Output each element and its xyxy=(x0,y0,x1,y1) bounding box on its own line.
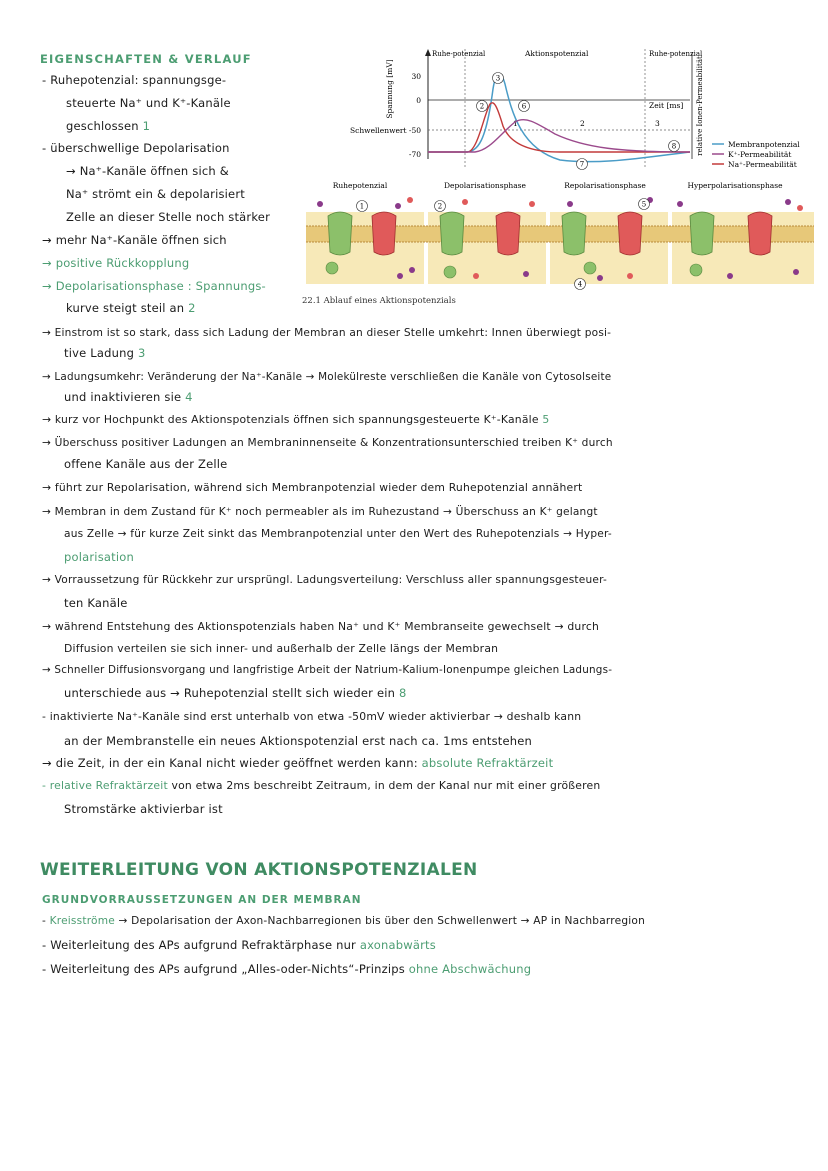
na-channel xyxy=(440,212,464,255)
note-line xyxy=(66,118,150,134)
note-line xyxy=(64,685,407,701)
na-ion xyxy=(797,205,803,211)
k-ion xyxy=(727,273,733,279)
note-text: von etwa 2ms beschreibt Zeitraum, in dem der Kanal nur mit einer größeren xyxy=(171,779,601,792)
note-line: Zelle an dieser Stelle noch stärker xyxy=(66,210,271,224)
note-line-highlight: → Depolarisationsphase : Spannungs- xyxy=(42,279,266,293)
note-line: → Schneller Diffusionsvorgang und langfristige Arbeit der Natrium-Kalium-Ionenpumpe gleichen Ladungs- xyxy=(42,664,613,676)
note-line: - inaktivierte Na⁺-Kanäle sind erst unterhalb von etwa -50mV wieder aktivierbar → deshalb kann xyxy=(42,710,582,723)
section-heading-eigenschaften: EIGENSCHAFTEN & VERLAUF xyxy=(40,52,252,66)
note-line: ten Kanäle xyxy=(64,596,128,610)
term-axonabwaerts: axonabwärts xyxy=(359,938,436,952)
note-line: → während Entstehung des Aktionspotenzials haben Na⁺ und K⁺ Membranseite gewechselt → durch xyxy=(42,620,600,633)
k-ion xyxy=(793,269,799,275)
legend-membrane: Membranpotenzial xyxy=(728,140,800,149)
na-channel xyxy=(328,212,352,255)
k-ion xyxy=(677,201,683,207)
marker-6: 6 xyxy=(521,102,527,111)
right-axis-label: relative Ionen-Permeabilität xyxy=(696,56,704,156)
k-channel xyxy=(372,212,396,255)
k-channel xyxy=(618,212,642,255)
k-ion xyxy=(395,203,401,209)
note-line: Stromstärke aktivierbar ist xyxy=(64,802,223,816)
note-line: → Ladungsumkehr: Veränderung der Na⁺-Kanäle → Molekülreste verschließen die Kanäle von Cytosolseite xyxy=(42,371,612,383)
note-line: → Vorraussetzung für Rückkehr zur ursprüngl. Ladungsverteilung: Verschluss aller spannungsgesteuer- xyxy=(42,574,608,586)
list-item-text: → Depolarisation der Axon-Nachbarregionen bis über den Schwellenwert → AP in Nachbarregion xyxy=(114,915,645,927)
k-ion xyxy=(597,275,603,281)
na-channel-gate xyxy=(444,266,456,278)
note-text: geschlossen xyxy=(66,119,139,133)
panel-marker-2: 2 xyxy=(437,202,443,211)
na-channel-gate xyxy=(690,264,702,276)
panel-1-bg xyxy=(306,212,424,284)
k-channel xyxy=(748,212,772,255)
subheading-grundvoraussetzungen: GRUNDVORRAUSSETZUNGEN AN DER MEMBRAN xyxy=(42,894,362,906)
legend-k: K⁺-Permeabilität xyxy=(728,150,792,159)
note-line xyxy=(42,778,600,794)
note-text: → kurz vor Hochpunkt des Aktionspotenzials öffnen sich spannungsgesteuerte K⁺-Kanäle xyxy=(42,413,539,426)
marker-2: 2 xyxy=(479,102,485,111)
list-item-text: - Weiterleitung des APs aufgrund Refraktärphase nur xyxy=(42,938,360,952)
phase-label-ruhe: Ruhepotenzial xyxy=(332,181,388,190)
note-line xyxy=(64,389,193,405)
graph-markers xyxy=(477,73,680,170)
note-text: und inaktivieren sie xyxy=(64,390,182,404)
note-text: kurve steigt steil an xyxy=(66,301,185,315)
list-item-text: - Weiterleitung des APs aufgrund „Alles-oder-Nichts“-Prinzips xyxy=(42,962,409,976)
legend xyxy=(712,140,800,169)
label-ruhe-left: Ruhe-potenzial xyxy=(432,50,486,58)
time-tick-3: 3 xyxy=(655,119,660,128)
k-channel xyxy=(496,212,520,255)
step-marker: 1 xyxy=(142,119,151,133)
y-tick-0: 0 xyxy=(416,96,421,105)
step-marker: 2 xyxy=(188,301,196,315)
membrane-panels xyxy=(306,181,814,290)
membrane-potential-curve xyxy=(428,74,690,162)
term-ohne-abschwaechung: ohne Abschwächung xyxy=(408,962,532,976)
note-line: aus Zelle → für kurze Zeit sinkt das Membranpotenzial unter den Wert des Ruhepotenzials → Hyper- xyxy=(64,528,612,540)
note-line xyxy=(66,300,196,316)
time-tick-1: 1 xyxy=(513,119,518,128)
k-permeability-curve xyxy=(428,120,690,152)
legend-na: Na⁺-Permeabilität xyxy=(728,160,797,169)
note-line: an der Membranstelle ein neues Aktionspotenzial erst nach ca. 1ms entstehen xyxy=(64,734,532,748)
potential-graph xyxy=(350,49,703,170)
note-line: - überschwellige Depolarisation xyxy=(42,141,230,155)
note-text: tive Ladung xyxy=(64,346,135,360)
phase-label-hyperpol: Hyperpolarisationsphase xyxy=(687,181,783,190)
note-line: - Ruhepotenzial: spannungsge- xyxy=(42,73,227,87)
step-marker: 3 xyxy=(137,346,146,360)
marker-8: 8 xyxy=(671,142,677,151)
y-tick-30: 30 xyxy=(411,72,421,81)
time-axis-label: Zeit [ms] xyxy=(649,101,684,110)
note-line: Na⁺ strömt ein & depolarisiert xyxy=(66,187,245,201)
note-line: Diffusion verteilen sie sich inner- und außerhalb der Zelle längs der Membran xyxy=(64,642,499,655)
marker-3: 3 xyxy=(495,74,501,83)
time-tick-2: 2 xyxy=(580,119,585,128)
step-marker: 5 xyxy=(542,413,550,426)
note-line: steuerte Na⁺ und K⁺-Kanäle xyxy=(66,96,231,110)
k-ion xyxy=(523,271,529,277)
k-ion xyxy=(397,273,403,279)
note-line xyxy=(42,755,553,771)
note-line: offene Kanäle aus der Zelle xyxy=(64,457,228,471)
note-line: → Membran in dem Zustand für K⁺ noch permeabler als im Ruhezustand → Überschuss an K⁺ gelangt xyxy=(42,506,598,518)
na-ion xyxy=(407,197,413,203)
na-ion xyxy=(627,273,633,279)
note-line xyxy=(42,412,549,428)
note-line: → Überschuss positiver Ladungen an Membraninnenseite & Konzentrationsunterschied treiben K⁺ durch xyxy=(42,437,613,449)
note-line-highlight: polarisation xyxy=(64,550,134,564)
figure-caption: 22.1 Ablauf eines Aktionspotenzials xyxy=(302,296,456,306)
note-line: → führt zur Repolarisation, während sich Membranpotenzial wieder dem Ruhepotenzial annähert xyxy=(42,481,583,494)
panel-marker-5: 5 xyxy=(641,200,647,209)
marker-7: 7 xyxy=(579,160,585,169)
y-axis-label: Spannung [mV] xyxy=(385,59,394,119)
na-ion xyxy=(473,273,479,279)
label-ruhe-right: Ruhe-potenzial xyxy=(649,50,703,58)
k-ion xyxy=(785,199,791,205)
k-ion xyxy=(317,201,323,207)
list-item xyxy=(42,937,436,953)
note-line xyxy=(64,345,145,361)
na-channel xyxy=(690,212,714,255)
action-potential-figure xyxy=(300,44,820,309)
note-line: → Einstrom ist so stark, dass sich Ladung der Membran an dieser Stelle umkehrt: Innen überwiegt posi- xyxy=(42,327,612,339)
na-channel-gate xyxy=(326,262,338,274)
y-tick-70: -70 xyxy=(408,150,421,159)
phase-label-repol: Repolarisationsphase xyxy=(564,181,646,190)
k-ion xyxy=(567,201,573,207)
step-marker: 4 xyxy=(185,390,193,404)
k-ion xyxy=(409,267,415,273)
na-permeability-curve xyxy=(428,103,690,152)
note-line: → mehr Na⁺-Kanäle öffnen sich xyxy=(42,233,227,247)
step-marker: 8 xyxy=(398,686,407,700)
list-item xyxy=(42,961,531,977)
panel-marker-4: 4 xyxy=(577,280,583,289)
note-text: → die Zeit, in der ein Kanal nicht wieder geöffnet werden kann: xyxy=(42,756,418,770)
term-absolute-refraktaerzeit: absolute Refraktärzeit xyxy=(421,756,554,770)
note-line: → Na⁺-Kanäle öffnen sich & xyxy=(66,164,229,178)
na-ion xyxy=(529,201,535,207)
phase-label-depol: Depolarisationsphase xyxy=(444,181,526,190)
na-ion xyxy=(462,199,468,205)
threshold-label: Schwellenwert -50 xyxy=(349,126,421,135)
term-kreisstroeme: Kreisströme xyxy=(49,915,115,927)
section-heading-weiterleitung: WEITERLEITUNG VON AKTIONSPOTENZIALEN xyxy=(40,860,478,880)
label-aktionspotenzial: Aktionspotenzial xyxy=(525,49,589,58)
na-channel-gate xyxy=(584,262,596,274)
na-channel xyxy=(562,212,586,255)
note-line-highlight: → positive Rückkopplung xyxy=(42,256,190,270)
term-relative-refraktaerzeit: - relative Refraktärzeit xyxy=(42,779,168,792)
panel-marker-1: 1 xyxy=(359,202,365,211)
note-text: unterschiede aus → Ruhepotenzial stellt sich wieder ein xyxy=(64,686,396,700)
list-item: - Kreisströme → Depolarisation der Axon-Nachbarregionen bis über den Schwellenwert → AP in Nachbarregion xyxy=(42,915,645,927)
y-axis-arrow xyxy=(425,49,431,56)
